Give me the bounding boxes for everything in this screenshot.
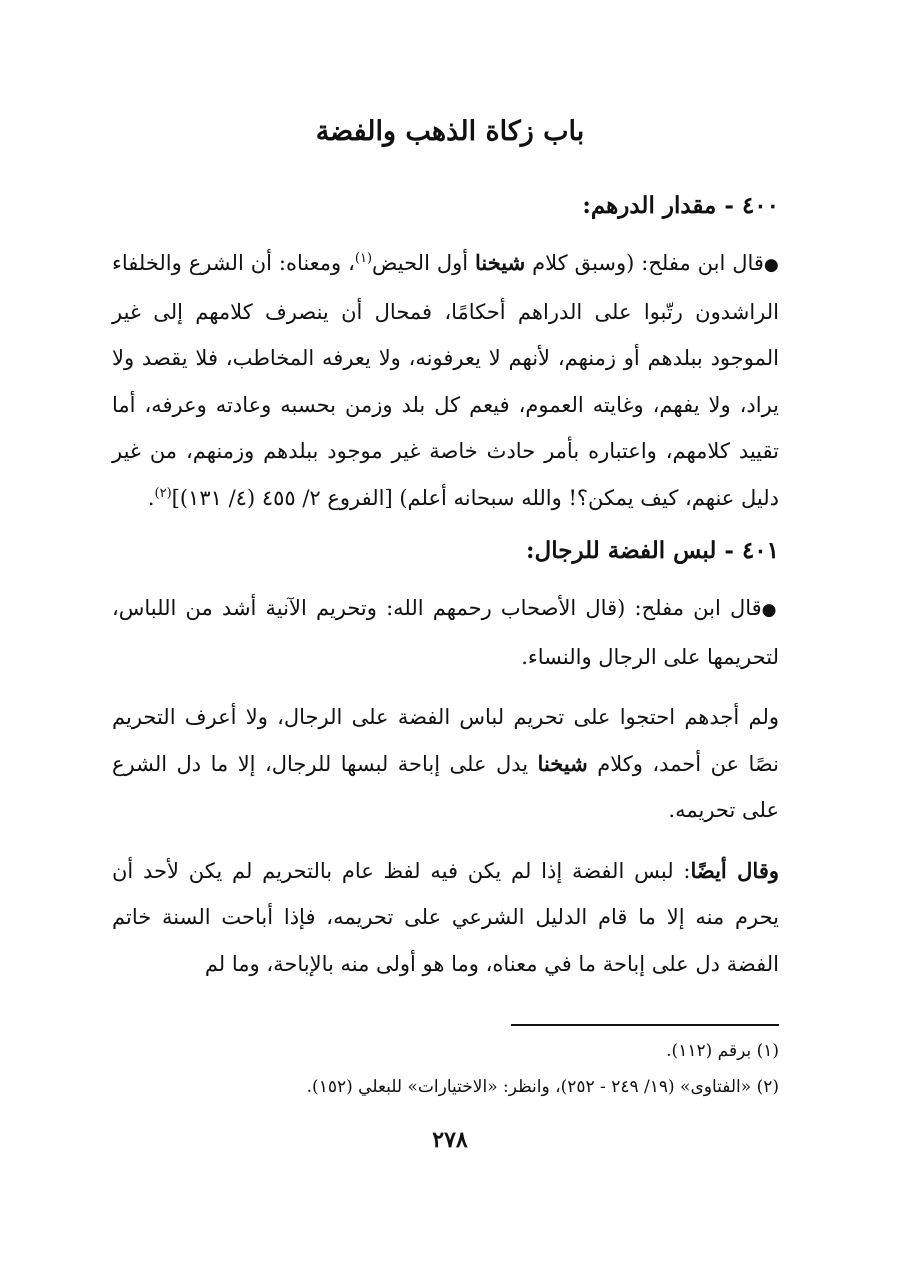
text-run: : لبس الفضة إذا لم يكن فيه لفظ عام بالتحريم لم يكن لأحد أن يحرم منه إلا ما قام الدليل الشرعي على تحريمه، فإذا أباحت السنة خاتم الفضة دل على إباحة ما في معناه، وما هو أولى منه بالإباحة، وما لم: [112, 858, 779, 976]
bold-term: شيخنا: [474, 250, 526, 275]
bullet-icon: ●: [763, 255, 779, 275]
footnote-divider: [511, 1024, 779, 1026]
chapter-title: باب زكاة الذهب والفضة: [315, 116, 585, 147]
section-heading-400: ٤٠٠ - مقدار الدرهم:: [582, 192, 779, 219]
text-run: قال ابن مفلح: (قال الأصحاب رحمهم الله: وتحريم الآنية أشد من اللباس، لتحريمها على الرجال والنساء.: [112, 596, 779, 669]
footnote-ref-2[interactable]: (٢): [154, 485, 172, 501]
text-run: يدل على إباحة لبسها للرجال، إلا ما دل الشرع على تحريمه.: [112, 751, 779, 822]
paragraph-401-2: [112, 694, 779, 834]
section-heading-401: ٤٠١ - لبس الفضة للرجال:: [526, 537, 779, 564]
paragraph-401-3: [112, 848, 779, 988]
paragraph-400-1: [112, 240, 779, 521]
paragraph-401-1: [112, 585, 779, 680]
page-number: ٢٧٨: [432, 1127, 468, 1153]
footnote-2: (٢) «الفتاوى» (١٩/ ٢٤٩ - ٢٥٢)، وانظر: «الاختيارات» للبعلي (١٥٢).: [306, 1077, 779, 1097]
footnotes: [112, 1024, 779, 1108]
text-run: أول الحيض: [372, 251, 475, 275]
footnote-1: (١) برقم (١١٢).: [666, 1041, 779, 1061]
text-run: .: [147, 485, 155, 510]
bold-term: شيخنا: [537, 750, 588, 776]
bold-term: وقال أيضًا: [690, 857, 779, 883]
text-run: قال ابن مفلح: (وسبق كلام: [525, 251, 764, 275]
text-run: ، ومعناه: أن الشرع والخلفاء الراشدون رتّبوا على الدراهم أحكامًا، فمحال أن ينصرف كلامهم إلى غير الموجود ببلدهم أو زمنهم، لأنهم لا يعرفونه، ولا يعرفه المخاطب، فلا يقصد ولا يراد، ولا يفهم، وغايته العموم، فيعم كل بلد وزمن بحسبه وعادته وعرفه، أما تقييد كلامهم، واعتباره بأمر حادث خاصة غير موجود ببلدهم وزمنهم، من غير دليل عنهم، كيف يمكن؟! والله سبحانه أعلم) [الفروع ٢/ ٤٥٥ (٤/ ١٣١)]: [112, 251, 779, 510]
text-run: ولم أجدهم احتجوا على تحريم لباس الفضة على الرجال، ولا أعرف التحريم نصًا عن أحمد، وكلام: [112, 705, 779, 776]
bullet-icon: ●: [761, 600, 779, 620]
page-body: [112, 186, 779, 1001]
footnote-ref-1[interactable]: (١): [354, 251, 373, 266]
